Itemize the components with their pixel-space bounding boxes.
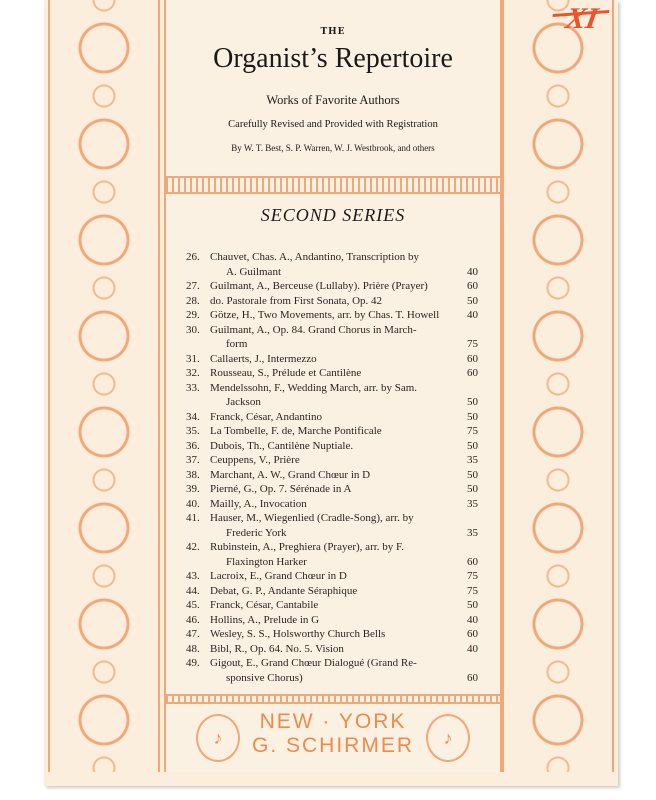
item-title: Franck, César, Cantabile bbox=[210, 599, 319, 611]
item-title: Mendelssohn, F., Wedding March, arr. by Sam. bbox=[210, 381, 418, 394]
item-number: 42. bbox=[186, 541, 200, 553]
item-price: 35 bbox=[467, 497, 478, 510]
item-number: 33. bbox=[186, 381, 200, 394]
item-number: 38. bbox=[186, 468, 200, 481]
item-number: 45. bbox=[186, 599, 200, 611]
item-price: 40 bbox=[467, 309, 478, 321]
item-price: 75 bbox=[467, 338, 478, 350]
item-number: 44. bbox=[186, 584, 200, 597]
item-title: Pierné, G., Op. 7. Sérénade in A bbox=[210, 483, 352, 495]
center-panel bbox=[164, 0, 502, 772]
item-title-continued: Jackson bbox=[226, 396, 261, 408]
item-number: 46. bbox=[186, 613, 200, 626]
page-title: Organist’s Repertoire bbox=[213, 43, 453, 74]
item-title: Bibl, R., Op. 64. No. 5. Vision bbox=[210, 642, 344, 655]
right-ornamental-border bbox=[502, 0, 614, 772]
item-price: 50 bbox=[467, 410, 478, 423]
publisher-block bbox=[166, 704, 500, 770]
item-number: 34. bbox=[186, 410, 200, 423]
list-item bbox=[166, 584, 500, 599]
item-price: 40 bbox=[467, 265, 478, 278]
item-title: Guilmant, A., Berceuse (Lullaby). Prière (Prayer) bbox=[210, 280, 428, 292]
item-price: 50 bbox=[467, 483, 478, 495]
item-title: Franck, César, Andantino bbox=[210, 410, 322, 423]
item-price: 50 bbox=[467, 439, 478, 452]
item-number: 40. bbox=[186, 497, 200, 510]
item-price: 60 bbox=[467, 628, 478, 640]
item-title-continued: form bbox=[226, 338, 248, 350]
list-item bbox=[166, 294, 500, 309]
list-item bbox=[166, 627, 500, 642]
item-price: 60 bbox=[467, 367, 478, 379]
item-title: Guilmant, A., Op. 84. Grand Chorus in March- bbox=[210, 323, 417, 336]
handwritten-volume-mark: XI bbox=[563, 2, 601, 35]
title-article: THE bbox=[320, 27, 346, 37]
item-title: Götze, H., Two Movements, arr. by Chas. T. Howell bbox=[210, 309, 440, 321]
item-number: 31. bbox=[186, 352, 200, 365]
list-item bbox=[166, 410, 500, 425]
lyre-emblem-icon: ♪ bbox=[196, 714, 240, 762]
item-title: Chauvet, Chas. A., Andantino, Transcription by bbox=[210, 251, 419, 263]
item-price: 50 bbox=[467, 599, 478, 611]
item-number: 27. bbox=[186, 280, 200, 292]
item-price: 35 bbox=[467, 454, 478, 466]
item-title: Hollins, A., Prelude in G bbox=[210, 613, 320, 626]
list-item bbox=[166, 453, 500, 468]
list-item bbox=[166, 642, 500, 657]
item-title: Gigout, E., Grand Chœur Dialogué (Grand Re- bbox=[210, 657, 417, 669]
item-price: 60 bbox=[467, 671, 478, 684]
list-item bbox=[166, 613, 500, 628]
score-cover-page bbox=[44, 0, 618, 786]
editors-line: By W. T. Best, S. P. Warren, W. J. Westbrook, and others bbox=[231, 143, 435, 153]
list-item bbox=[166, 323, 500, 352]
item-number: 32. bbox=[186, 367, 200, 379]
item-title: Callaerts, J., Intermezzo bbox=[210, 352, 317, 365]
item-number: 29. bbox=[186, 309, 200, 321]
item-title: Rousseau, S., Prélude et Cantilène bbox=[210, 367, 362, 379]
subtitle: Works of Favorite Authors bbox=[266, 93, 400, 107]
item-price: 75 bbox=[467, 425, 478, 437]
item-price: 50 bbox=[467, 396, 478, 408]
item-title: Lacroix, E., Grand Chœur in D bbox=[210, 570, 347, 582]
lyre-emblem-icon: ♪ bbox=[426, 714, 470, 762]
item-price: 35 bbox=[467, 526, 478, 539]
item-number: 35. bbox=[186, 425, 200, 437]
item-number: 43. bbox=[186, 570, 200, 582]
item-title-continued: Frederic York bbox=[226, 526, 287, 539]
list-item bbox=[166, 511, 500, 540]
ornamental-divider bbox=[166, 176, 500, 194]
list-item bbox=[166, 250, 500, 279]
item-price: 60 bbox=[467, 352, 478, 365]
item-title: do. Pastorale from First Sonata, Op. 42 bbox=[210, 294, 383, 307]
item-title: Dubois, Th., Cantilène Nuptiale. bbox=[210, 439, 354, 452]
contents-list bbox=[166, 250, 500, 685]
item-price: 75 bbox=[467, 584, 478, 597]
item-title: Debat, G. P., Andante Séraphique bbox=[210, 584, 358, 597]
item-title: Rubinstein, A., Preghiera (Prayer), arr. by F. bbox=[210, 541, 405, 553]
list-item bbox=[166, 366, 500, 381]
item-number: 28. bbox=[186, 294, 200, 307]
item-title: Mailly, A., Invocation bbox=[210, 497, 307, 510]
item-title: La Tombelle, F. de, Marche Pontificale bbox=[210, 425, 382, 437]
list-item bbox=[166, 381, 500, 410]
item-title-continued: A. Guilmant bbox=[226, 265, 281, 278]
item-price: 60 bbox=[467, 555, 478, 568]
item-title: Marchant, A. W., Grand Chœur in D bbox=[210, 468, 371, 481]
item-title: Wesley, S. S., Holsworthy Church Bells bbox=[210, 628, 386, 640]
publisher-name: G. SCHIRMER bbox=[251, 734, 414, 757]
item-title-continued: Flaxington Harker bbox=[226, 555, 307, 568]
list-item bbox=[166, 497, 500, 512]
item-number: 49. bbox=[186, 657, 200, 669]
item-title: Hauser, M., Wiegenlied (Cradle-Song), arr. by bbox=[210, 512, 414, 524]
item-number: 36. bbox=[186, 439, 200, 452]
list-item bbox=[166, 540, 500, 569]
list-item bbox=[166, 482, 500, 497]
left-ornamental-border bbox=[48, 0, 160, 772]
edition-note: Carefully Revised and Provided with Registration bbox=[228, 119, 438, 130]
publisher-city: NEW · YORK bbox=[259, 710, 407, 733]
list-item bbox=[166, 308, 500, 323]
title-block bbox=[166, 0, 500, 178]
item-price: 75 bbox=[467, 570, 478, 582]
item-number: 26. bbox=[186, 251, 200, 263]
series-heading: SECOND SERIES bbox=[260, 205, 406, 225]
list-item bbox=[166, 656, 500, 685]
list-item bbox=[166, 352, 500, 367]
list-item bbox=[166, 439, 500, 454]
item-number: 48. bbox=[186, 642, 200, 655]
list-item bbox=[166, 598, 500, 613]
item-title-continued: sponsive Chorus) bbox=[226, 671, 303, 684]
item-number: 37. bbox=[186, 454, 200, 466]
item-title: Ceuppens, V., Prière bbox=[210, 454, 300, 466]
list-item bbox=[166, 569, 500, 584]
item-price: 40 bbox=[467, 613, 478, 626]
footer-divider bbox=[166, 694, 500, 704]
item-price: 50 bbox=[467, 294, 478, 307]
item-number: 47. bbox=[186, 628, 200, 640]
list-item bbox=[166, 279, 500, 294]
item-number: 39. bbox=[186, 483, 200, 495]
item-price: 50 bbox=[467, 468, 478, 481]
item-number: 30. bbox=[186, 323, 200, 336]
item-price: 40 bbox=[467, 642, 478, 655]
list-item bbox=[166, 468, 500, 483]
item-price: 60 bbox=[467, 280, 478, 292]
item-number: 41. bbox=[186, 512, 200, 524]
list-item bbox=[166, 424, 500, 439]
